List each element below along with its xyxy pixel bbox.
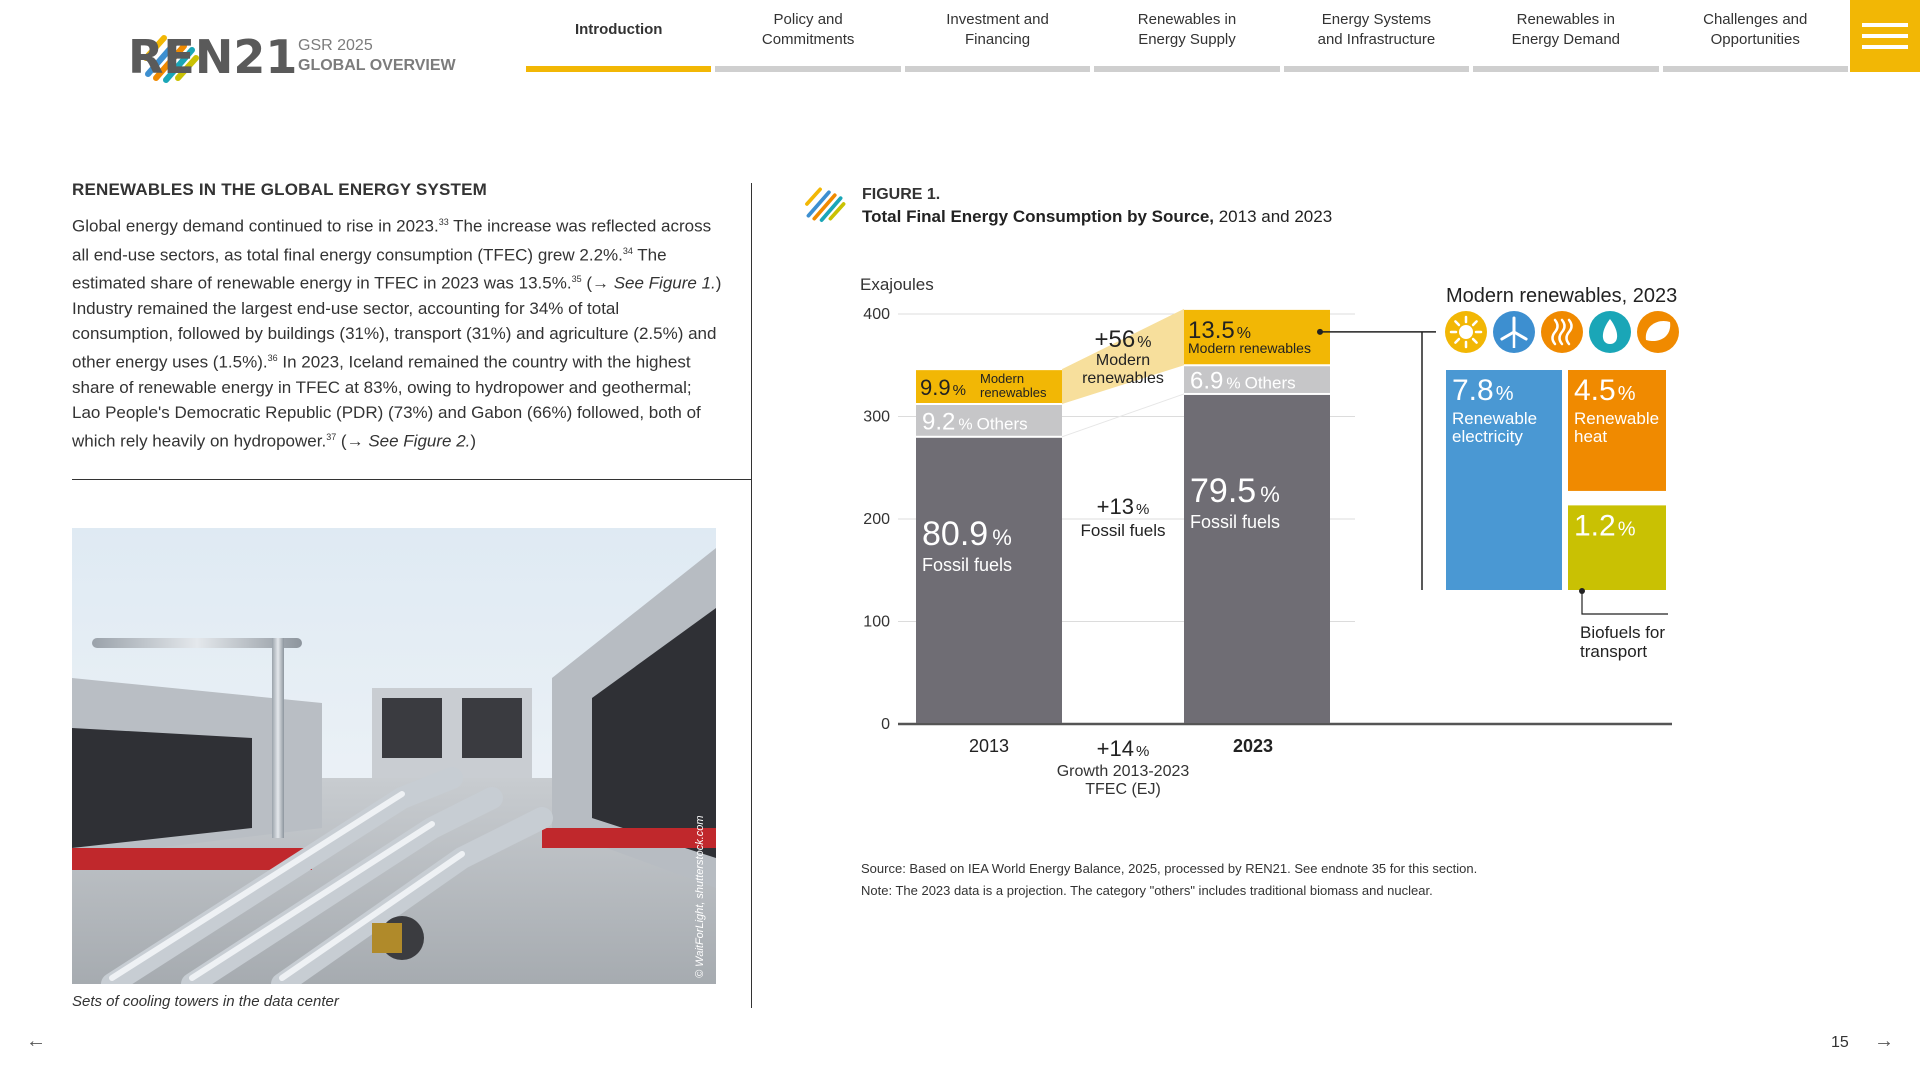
tab-renewables-in-energy-demand[interactable] xyxy=(1471,0,1660,72)
y-tick-label: 400 xyxy=(863,306,890,323)
tab-label-line1: Challenges and xyxy=(1703,11,1808,28)
body-paragraph xyxy=(72,210,722,453)
pct-sign: % xyxy=(1135,743,1150,760)
paragraph-text: (→ xyxy=(336,431,369,451)
growth-tfec-label2: TFEC (EJ) xyxy=(1085,781,1161,798)
share-value: 80.9 xyxy=(922,514,989,553)
pct-sign: % xyxy=(1617,383,1636,405)
chapter-nav xyxy=(524,0,1850,72)
hamburger-icon[interactable] xyxy=(1850,0,1920,72)
figure-title xyxy=(862,207,1332,227)
sun-icon xyxy=(1445,311,1487,353)
breakdown-label1: Renewable xyxy=(1574,409,1660,428)
pct-sign: % xyxy=(958,416,973,434)
photo-caption: Sets of cooling towers in the data center xyxy=(72,993,339,1010)
tab-label xyxy=(762,10,855,50)
growth-tfec-value xyxy=(1097,736,1150,761)
pct-sign: % xyxy=(1226,375,1241,393)
paragraph-text: The increase was reflected across all end-use sectors, as total final energy consumption (TFEC) grew 2.2%. xyxy=(72,216,712,265)
breakdown-title: Modern renewables, 2023 xyxy=(1446,285,1678,307)
tab-label-line1: Policy and xyxy=(773,11,843,28)
endnote-ref: 33 xyxy=(438,217,449,227)
growth-tfec-label1: Growth 2013-2023 xyxy=(1056,763,1190,780)
breakdown-label2: electricity xyxy=(1452,427,1523,446)
breakdown-value-number: 7.8 xyxy=(1452,374,1494,407)
tab-label-line2: Commitments xyxy=(761,31,855,48)
tab-challenges-and-opportunities[interactable] xyxy=(1661,0,1850,72)
series-label-modern: Modern renewables xyxy=(1188,339,1311,356)
paragraph-text: In 2023, Iceland remained the country with the highest share of renewable energy in TFEC at 83%, owing to hydropower and geothermal; Lao People's Democratic Republic (PDR) (73%) and Gabon (66%) followed, both of which rely heavily on hydropower. xyxy=(72,352,701,451)
bar-segment-fossil-fuels-2023 xyxy=(1184,395,1330,723)
paragraph-text: (→ xyxy=(581,273,614,293)
page-number: 15 xyxy=(1831,1034,1849,1051)
water-drop-icon xyxy=(1589,311,1631,353)
series-label-others: Others xyxy=(976,414,1028,434)
section-title: RENEWABLES IN THE GLOBAL ENERGY SYSTEM xyxy=(72,180,488,199)
pct-sign: % xyxy=(952,382,966,400)
pct-sign: % xyxy=(1137,333,1152,351)
tab-label-line1: Introduction xyxy=(574,21,663,38)
paragraph-text: The estimated share of renewable energy in TFEC in 2023 was 13.5%. xyxy=(72,245,667,293)
tab-label-line2: Financing xyxy=(965,31,1031,48)
biofuel-connector-line xyxy=(1582,591,1668,614)
breakdown-label1: Renewable xyxy=(1452,409,1538,428)
tab-investment-and-financing[interactable] xyxy=(903,0,1092,72)
paragraph-text: Global energy demand continued to rise in 2023. xyxy=(72,216,439,236)
tab-policy-and-commitments[interactable] xyxy=(713,0,902,72)
tab-energy-systems-and-infrastructure[interactable] xyxy=(1282,0,1471,72)
tab-label xyxy=(1138,10,1236,50)
report-edition: GSR 2025 xyxy=(298,37,373,54)
tab-label-line1: Investment and xyxy=(946,11,1049,28)
share-value: 13.5 xyxy=(1188,316,1235,344)
paragraph-text: ) xyxy=(470,431,477,451)
y-axis-label: Exajoules xyxy=(860,275,934,294)
bar-segment-fossil-fuels-2013 xyxy=(916,438,1062,723)
heat-waves-icon xyxy=(1541,311,1583,353)
vertical-divider xyxy=(751,183,752,1008)
tab-label xyxy=(1512,10,1620,50)
tab-renewables-in-energy-supply[interactable] xyxy=(1092,0,1281,72)
y-tick-label: 200 xyxy=(863,511,890,528)
report-title: GLOBAL OVERVIEW xyxy=(298,57,456,74)
growth-value: +14 xyxy=(1096,736,1134,761)
growth-line-fossil xyxy=(1062,394,1184,437)
breakdown-value-number: 1.2 xyxy=(1574,509,1616,543)
endnote-ref: 36 xyxy=(267,352,278,363)
tab-label-line2: and Infrastructure xyxy=(1317,31,1436,48)
endnote-ref: 37 xyxy=(326,431,337,442)
source-line: Source: Based on IEA World Energy Balance, 2025, processed by REN21. See endnote 35 for this section. xyxy=(861,861,1478,876)
breakdown-label1: Biofuels for xyxy=(1580,623,1666,642)
pct-sign: % xyxy=(1260,481,1280,507)
pct-sign: % xyxy=(1495,383,1514,405)
tfec-stacked-bar-chart xyxy=(850,270,1750,810)
y-tick-label: 100 xyxy=(863,613,890,631)
series-label-modern-line1: Modern xyxy=(980,371,1025,387)
growth-fossil-label: Fossil fuels xyxy=(1080,520,1166,540)
biomass-leaf-icon xyxy=(1637,311,1679,353)
tab-label xyxy=(1318,10,1436,50)
growth-fossil-value xyxy=(1097,494,1150,519)
horizontal-divider xyxy=(72,479,752,480)
tab-label-line1: Energy Systems xyxy=(1321,11,1431,28)
tab-label xyxy=(1703,10,1807,50)
tab-introduction[interactable] xyxy=(524,0,713,72)
share-value: 9.9 xyxy=(920,375,951,401)
figure-cross-ref[interactable]: See Figure 2. xyxy=(368,431,471,451)
photo-credit: © WaitForLight, shutterstock.com xyxy=(694,815,706,978)
share-value: 79.5 xyxy=(1190,471,1257,510)
endnote-ref: 34 xyxy=(622,245,633,256)
tab-label-line2: Energy Demand xyxy=(1511,31,1621,48)
report-name xyxy=(298,36,456,76)
pct-sign: % xyxy=(1135,500,1150,518)
tab-label xyxy=(946,10,1049,50)
cooling-towers-photo xyxy=(72,528,716,984)
figure-label: FIGURE 1. xyxy=(862,186,941,203)
figure-cross-ref[interactable]: See Figure 1. xyxy=(613,273,716,293)
growth-modern-label1: Modern xyxy=(1095,351,1151,369)
breakdown-value-number: 4.5 xyxy=(1574,374,1616,407)
growth-modern-label2: renewables xyxy=(1082,369,1164,387)
share-value: 9.2 xyxy=(922,408,956,436)
prev-page-arrow-icon[interactable]: ← xyxy=(26,1030,46,1052)
next-page-arrow-icon[interactable]: → xyxy=(1874,1030,1894,1052)
pct-sign: % xyxy=(992,524,1012,550)
series-label-fossil: Fossil fuels xyxy=(1190,511,1281,532)
logo-wordmark[interactable]: REN21 xyxy=(128,30,298,84)
wind-turbine-icon xyxy=(1493,311,1535,353)
note-line: Note: The 2023 data is a projection. The category "others" includes traditional biomass and nuclear. xyxy=(861,883,1433,898)
growth-value: +13 xyxy=(1096,493,1134,519)
y-tick-label: 300 xyxy=(863,408,890,426)
series-label-fossil: Fossil fuels xyxy=(922,554,1013,575)
tab-label-line2: Opportunities xyxy=(1710,31,1800,48)
growth-value: +56 xyxy=(1094,325,1136,353)
x-tick-label: 2023 xyxy=(1232,736,1274,756)
series-label-others: Others xyxy=(1244,373,1296,393)
y-tick-label: 0 xyxy=(881,716,890,733)
endnote-ref: 35 xyxy=(571,274,582,285)
tab-label-line2: Energy Supply xyxy=(1138,31,1236,48)
paragraph-text: ) Industry remained the largest end-use sector, accounting for 34% of total consumption, followed by buildings (31%), transport (31%) and agriculture (2.5%) and other energy uses (1.5%). xyxy=(72,273,722,372)
breakdown-label2: heat xyxy=(1574,427,1608,446)
breakdown-label2: transport xyxy=(1580,642,1648,661)
series-label-modern-line2: renewables xyxy=(980,385,1047,401)
tab-label xyxy=(575,20,662,40)
figure-title-bold: Total Final Energy Consumption by Source, xyxy=(862,207,1214,226)
tab-label-line1: Renewables in xyxy=(1137,11,1237,28)
x-tick-label: 2013 xyxy=(968,736,1010,756)
figure-source xyxy=(861,858,1477,902)
figure-title-rest: 2013 and 2023 xyxy=(1214,207,1333,226)
share-value: 6.9 xyxy=(1190,367,1224,395)
pct-sign: % xyxy=(1236,324,1251,342)
pct-sign: % xyxy=(1617,518,1636,541)
tab-label-line1: Renewables in xyxy=(1516,11,1616,28)
figure-logo-icon xyxy=(804,182,848,226)
